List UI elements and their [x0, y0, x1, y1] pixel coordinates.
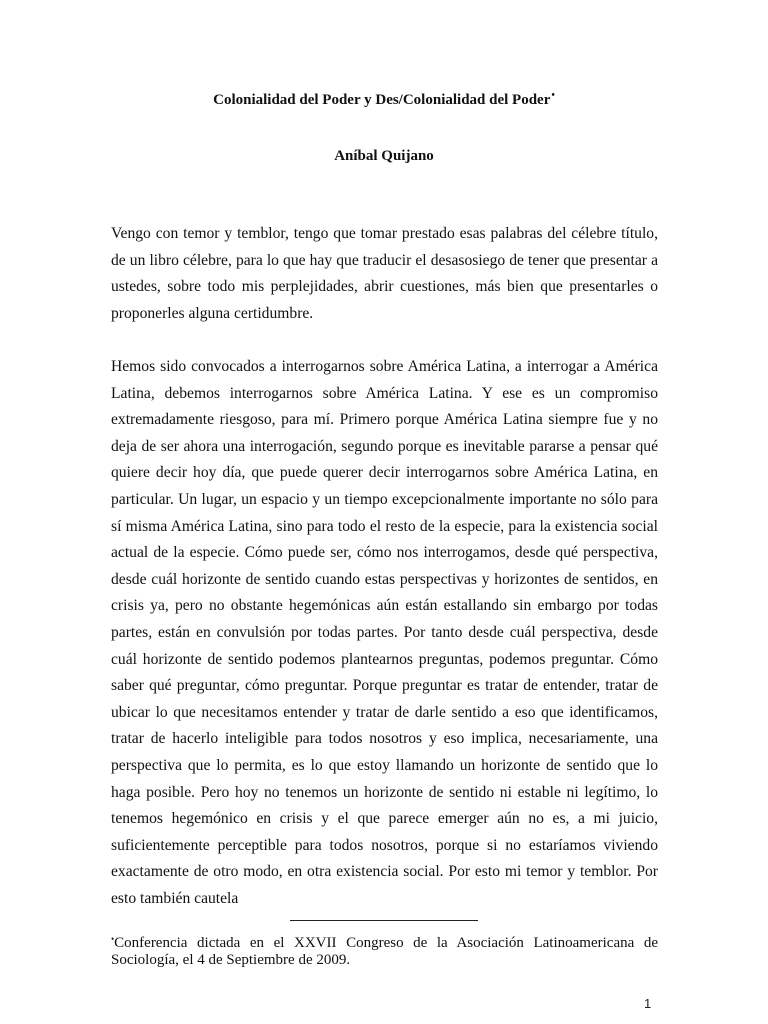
- author-name: Aníbal Quijano: [334, 148, 434, 164]
- title-text: Colonialidad del Poder y Des/Colonialidad del Poder: [213, 92, 551, 108]
- body-paragraph-1: Vengo con temor y temblor, tengo que tomar prestado esas palabras del célebre título, de un libro célebre, para lo que hay que traducir el desasosiego de tener que presentar a ustedes, sobre todo mis perplejidades, abrir cuestiones, más bien que presentarles o proponerles alguna certidumbre.: [111, 225, 658, 322]
- body-paragraph-2: Hemos sido convocados a interrogarnos sobre América Latina, a interrogar a América Latina, debemos interrogarnos sobre América Latina. Y ese es un compromiso extremadamente riesgoso, para mí. Primero porque América Latina siempre fue y no deja de ser ahora una interrogación, segundo porque es inevitable pararse a pensar qué quiere decir hoy día, que puede querer decir interrogarnos sobre América Latina, en particular. Un lugar, un espacio y un tiempo excepcionalmente importante no sólo para sí misma América Latina, sino para todo el resto de la especie, para la existencia social actual de la especie. Cómo puede ser, cómo nos interrogamos, desde qué perspectiva, desde cuál horizonte de sentido cuando estas perspectivas y horizontes de sentidos, en crisis ya, pero no obstante hegemónicas aún están estallando sin embargo por todas partes, están en convulsión por todas partes. Por tanto desde cuál perspectiva, desde cuál horizonte de sentido podemos plantearnos preguntas, podemos preguntar. Cómo saber qué preguntar, cómo preguntar. Porque preguntar es tratar de entender, tratar de ubicar lo que necesitamos entender y tratar de darle sentido a eso que identificamos, tratar de hacerlo inteligible para todos nosotros y eso implica, necesariamente, una perspectiva que lo permita, es lo que estoy llamando un horizonte de sentido que lo haga posible. Pero hoy no tenemos un horizonte de sentido ni estable ni legítimo, lo tenemos hegemónico en crisis y el que parece emerger aún no es, a mi juicio, suficientemente perceptible para todos nosotros, porque si no estaríamos viviendo exactamente de otro modo, en otra existencia social. Por esto mi temor y temblor. Por esto también cautela: [111, 358, 658, 907]
- page-number: 1: [644, 996, 652, 1011]
- footnote-marker: •: [111, 934, 115, 944]
- footnote: [111, 931, 658, 969]
- footnote-text: Conferencia dictada en el XXVII Congreso de la Asociación Latinoamericana de Sociología, el 4 de Septiembre de 2009.: [111, 935, 658, 968]
- document-title: [0, 90, 768, 109]
- title-footnote-marker: •: [551, 90, 555, 101]
- footnote-separator: [290, 920, 478, 921]
